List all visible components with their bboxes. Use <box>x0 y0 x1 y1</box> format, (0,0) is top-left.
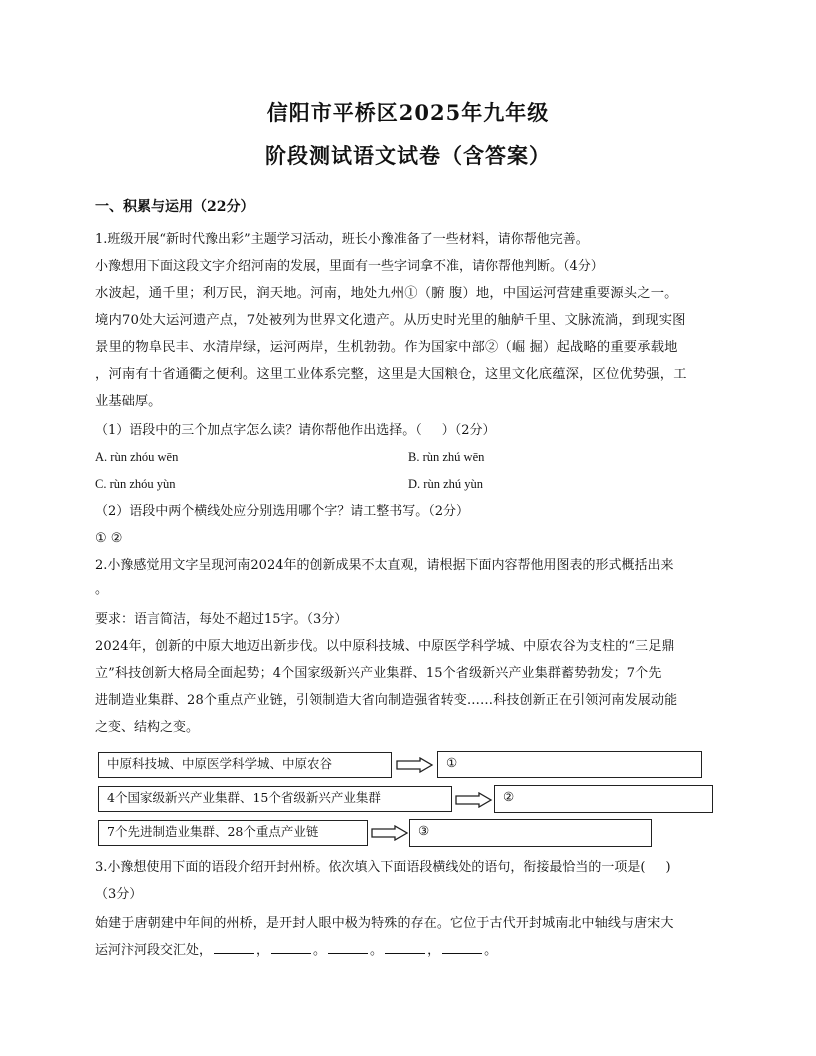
q2-stem-end: 。 <box>95 582 109 597</box>
page-title-line1: 信阳市平桥区2025年九年级 <box>266 100 550 125</box>
q2-passage-line: 2024年，创新的中原大地迈出新步伐。以中原科技城、中原医学科学城、中原农谷为支柱的“三足鼎 <box>95 639 675 654</box>
q1-sub1-text: （1）语段中的三个加点字怎么读？请你帮他作出选择。（ <box>95 423 422 438</box>
q2-stem: 2.小豫感觉用文字呈现河南2024年的创新成果不太直观，请根据下面内容帮他用图表的形式概括出来 <box>95 558 674 573</box>
fill-blank[interactable] <box>214 941 254 954</box>
q1-passage-line: 业基础厚。 <box>95 394 162 409</box>
q1-sub2-marks: ① ② <box>95 531 123 546</box>
fill-blank[interactable] <box>271 941 311 954</box>
chart-answer-box[interactable]: ② <box>494 785 713 813</box>
page-title-line2: 阶段测试语文试卷（含答案） <box>265 143 551 168</box>
q3-stem <box>95 858 720 878</box>
q1-passage-line: ，河南有十省通衢之便利。这里工业体系完整，这里是大国粮仓，这里文化底蕴深，区位优势强，工 <box>95 367 687 382</box>
q2-passage-line: 立”科技创新大格局全面起势；4个国家级新兴产业集群、15个省级新兴产业集群蓄势勃发；7个先 <box>95 666 662 681</box>
punctuation: 。 <box>370 943 384 958</box>
q3-passage-line: 始建于唐朝建中年间的州桥，是开封人眼中极为特殊的存在。它位于古代开封城南北中轴线与唐宋大 <box>95 916 674 931</box>
fill-blank[interactable] <box>328 941 368 954</box>
q1-sub1-score: ）（2分） <box>441 423 496 438</box>
q2-requirement: 要求：语言简洁，每处不超过15字。（3分） <box>95 612 348 627</box>
q3-passage-line <box>95 941 720 961</box>
q3-passage-text: 运河汴河段交汇处， <box>95 943 213 958</box>
punctuation: ， <box>427 943 441 958</box>
q1-intro: 小豫想用下面这段文字介绍河南的发展，里面有一些字词拿不准，请你帮他判断。（4分） <box>95 259 604 274</box>
arrow-right-icon <box>371 825 409 841</box>
q1-sub2: （2）语段中两个横线处应分别选用哪个字？请工整书写。（2分） <box>95 504 470 519</box>
chart-source-box: 4个国家级新兴产业集群、15个省级新兴产业集群 <box>98 786 452 812</box>
q1-stem: 1.班级开展“新时代豫出彩”主题学习活动，班长小豫准备了一些材料，请你帮他完善。 <box>95 232 589 247</box>
q1-passage-line: 境内70处大运河遗产点，7处被列为世界文化遗产。从历史时光里的舳舻千里、文脉流淌，到现实图 <box>95 313 686 328</box>
q1-sub1 <box>95 421 720 441</box>
section-heading: 一、积累与运用（22分） <box>95 199 255 215</box>
option-b: B. rùn zhú wēn <box>408 450 485 464</box>
q2-passage-line: 进制造业集群、28个重点产业链，引领制造大省向制造强省转变……科技创新正在引领河南发展动能 <box>95 693 678 708</box>
q3-stem-close: ) <box>665 860 671 875</box>
q1-passage-line: 景里的物阜民丰、水清岸绿，运河两岸，生机勃勃。作为国家中部②（崛 掘）起战略的重要承载地 <box>95 340 678 355</box>
q1-passage-line: 水波起，通千里；利万民，润天地。河南，地处九州①（腑 腹）地，中国运河营建重要源头之一。 <box>95 286 678 301</box>
chart-source-box: 中原科技城、中原医学科学城、中原农谷 <box>98 752 392 778</box>
punctuation: 。 <box>484 943 498 958</box>
q3-stem-text: 3.小豫想使用下面的语段介绍开封州桥。依次填入下面语段横线处的语句，衔接最恰当的一项是( <box>95 860 646 875</box>
punctuation: ， <box>256 943 270 958</box>
chart-answer-box[interactable]: ① <box>437 751 702 778</box>
fill-blank[interactable] <box>385 941 425 954</box>
chart-answer-box[interactable]: ③ <box>409 819 652 847</box>
chart-source-box: 7个先进制造业集群、28个重点产业链 <box>98 820 368 846</box>
fill-blank[interactable] <box>442 941 482 954</box>
q3-score: （3分） <box>95 887 143 902</box>
option-d: D. rùn zhú yùn <box>408 477 483 491</box>
option-c: C. rùn zhóu yùn <box>95 477 176 491</box>
arrow-right-icon <box>455 792 493 808</box>
q2-passage-line: 之变、结构之变。 <box>95 720 200 735</box>
arrow-right-icon <box>396 757 434 773</box>
option-a: A. rùn zhóu wēn <box>95 450 179 464</box>
punctuation: 。 <box>313 943 327 958</box>
